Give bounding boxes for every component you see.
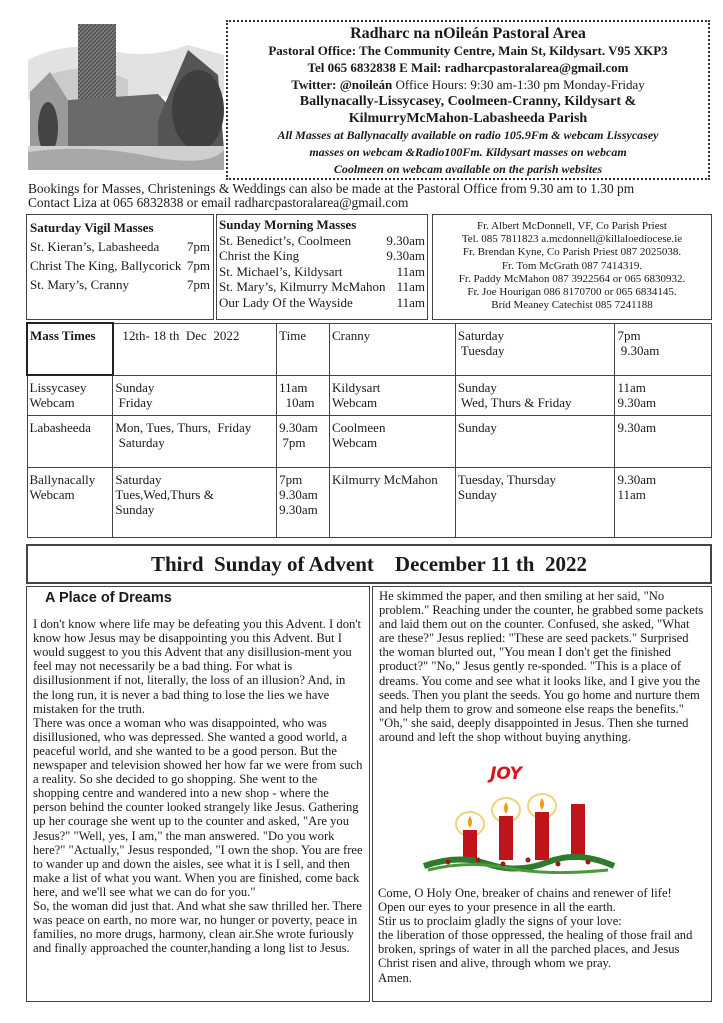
table-cell: Cranny <box>330 323 456 375</box>
prayer-line: Amen. <box>378 970 412 985</box>
table-cell: Tuesday, Thursday Sunday <box>455 467 615 537</box>
advent-wreath-image <box>418 790 618 874</box>
advent-prayer <box>378 886 712 985</box>
holly-garland <box>424 857 614 873</box>
contact-line: Fr. Albert McDonnell, VF, Co Parish Priest <box>477 220 667 232</box>
candle-1-lit <box>456 812 484 860</box>
table-cell: 9.30am 7pm <box>277 415 330 467</box>
contact-line: Fr. Paddy McMahon 087 3922564 or 065 6830932. <box>458 272 686 285</box>
table-row <box>27 375 712 415</box>
broadcast-line-1: All Masses at Ballynacally available on radio 105.9Fm & webcam Lissycasey <box>277 128 659 142</box>
church-name: St. Kieran’s, Labasheeda <box>30 239 160 254</box>
table-cell: Kilmurry McMahon <box>330 467 456 537</box>
prayer-line: Come, O Holy One, breaker of chains and renewer of life! <box>378 886 672 900</box>
table-cell: 11am 10am <box>277 375 330 415</box>
mass-time: 11am <box>396 263 425 279</box>
article-paragraph: There was once a woman who was disappointed, who was disillusioned, who was depressed. She wanted a good world, a peaceful world, and she wanted to be a good person. But the newspaper and television showed her how far we were from such a reality. So she decided to go shopping. She went to the shopping centre and wandered into a new shop - where the person behind the counter looked strangely like Jesus. Gathering up her courage she went up to the counter and asked, "Are you Jesus?" "Well, yes, I am," the man answered. "Do you work here?" "Actually," Jesus responded, "I own the shop. You are free to wander up and down the aisles, see what it is I sell, and then make a list of what you want. When you are finished, come back here, and we'll see what we can do for you." <box>33 715 363 899</box>
pastoral-area-title: Radharc na nOileán Pastoral Area <box>350 25 586 42</box>
parishes-line-1: Ballynacally-Lissycasey, Coolmeen-Cranny, Kildysart & <box>299 94 637 109</box>
broadcast-line-3: Coolmeen on webcam available on the parish websites <box>333 162 603 176</box>
table-cell: Saturday Tuesday <box>455 323 615 375</box>
candle-3-lit <box>528 794 556 860</box>
mass-time: 7pm <box>186 277 210 292</box>
table-cell: Coolmeen Webcam <box>330 415 456 467</box>
office-hours: Office Hours: 9:30 am-1:30 pm Monday-Friday <box>392 77 645 92</box>
mass-time: 9.30am <box>386 248 425 263</box>
twitter-handle: Twitter: @noileán <box>291 77 393 92</box>
mass-time: 11am <box>396 279 425 294</box>
table-cell: 11am 9.30am <box>615 375 712 415</box>
article-left-column <box>26 586 370 1002</box>
table-cell: 9.30am 11am <box>615 467 712 537</box>
joy-label: JOY <box>490 764 522 784</box>
mass-times-table <box>26 322 712 538</box>
candle-4-unlit <box>571 804 585 860</box>
table-cell: Time <box>277 323 330 375</box>
parishes-line-2: KilmurryMcMahon-Labasheeda Parish <box>348 111 588 126</box>
sunday-heading: Sunday Morning Masses <box>219 217 357 232</box>
church-name: St. Michael’s, Kildysart <box>219 263 343 279</box>
tel-email: Tel 065 6832838 E Mail: radharcpastoralarea@gmail.com <box>307 60 629 75</box>
mass-time: 7pm <box>186 239 210 254</box>
sunday-morning-masses <box>216 214 428 320</box>
vigil-heading: Saturday Vigil Masses <box>30 220 154 235</box>
table-cell: Saturday Tues,Wed,Thurs & Sunday <box>113 467 277 537</box>
contact-line: Bríd Meaney Catechist 085 7241188 <box>491 299 653 312</box>
church-name: Our Lady Of the Wayside <box>219 294 353 310</box>
bookings-line-1: Bookings for Masses, Christenings & Weddings can also be made at the Pastoral Office from 9.30 am to 1.30 pm <box>28 181 635 196</box>
clergy-contacts <box>432 214 712 320</box>
table-cell: Mon, Tues, Thurs, Friday Saturday <box>113 415 277 467</box>
contact-line: Fr. Tom McGrath 087 7414319. <box>501 259 643 272</box>
church-name: St. Benedict’s, Coolmeen <box>219 232 352 248</box>
prayer-line: Open our eyes to your presence in all the earth. <box>378 900 616 915</box>
article-paragraph: He skimmed the paper, and then smiling at her said, "No problem." Reaching under the counter, he grabbed some packets and laid them out on the counter. Confused, she asked, "What are these?" Jesus replied: "These are seed packets." Surprised the woman blurted out, "You mean I don't get the finished product?" "No," Jesus gently re-sponded. "This is a place of dreams. You come and see what it looks like, and I give you the seeds. Then you plant the seeds. You go home and nurture them and help them to grow and someone else reaps the benefits." "Oh," she said, deeply disappointed in Jesus. Then she turned around and left the shop without buying anything. <box>379 589 704 744</box>
church-name: St. Mary’s, Kilmurry McMahon <box>219 279 386 294</box>
sunday-item <box>219 295 425 311</box>
broadcast-line-2: masses on webcam &Radio100Fm. Kildysart masses on webcam <box>309 145 627 159</box>
vigil-item <box>30 237 210 256</box>
table-cell: 12th- 18 th Dec 2022 <box>113 323 277 375</box>
candle-2-lit <box>492 798 520 860</box>
table-cell: Ballynacally Webcam <box>27 467 113 537</box>
table-cell: Sunday <box>455 415 615 467</box>
contact-line: Fr. Joe Hourigan 086 8170700 or 065 6834145. <box>467 286 677 299</box>
abbey-sketch-image <box>28 20 224 170</box>
pastoral-area-header <box>226 20 710 180</box>
table-cell: 7pm 9.30am 9.30am <box>277 467 330 537</box>
mass-time: 11am <box>396 294 425 310</box>
contact-line: Fr. Brendan Kyne, Co Parish Priest 087 2025038. <box>462 246 682 259</box>
vigil-item <box>30 256 210 275</box>
article-paragraph: I don't know where life may be defeating you this Advent. I don't know how Jesus may be disappointing you this Advent. But I would suggest to you this Advent that any disillusion-ment you feel may not necessarily be a bad thing. For what is disillusionment if not, literally, the loss of an illusion? And, in the long run, it is never a bad thing to lose the lies we have mistaken for the truth. <box>33 617 362 716</box>
article-paragraph: So, the woman did just that. And what she saw thrilled her. There was peace on earth, no more war, no hunger or poverty, peace in families, no more drugs, harmony, clean air.She wrote furiously and finally approached the counter,handing a long list to Jesus. <box>33 898 362 956</box>
table-cell: Kildysart Webcam <box>330 375 456 415</box>
table-cell: 9.30am <box>615 415 712 467</box>
bookings-line-2: Contact Liza at 065 6832838 or email radharcpastoralarea@gmail.com <box>28 195 409 210</box>
church-name: Christ The King, Ballycorick <box>30 258 182 273</box>
table-cell: Lissycasey Webcam <box>27 375 113 415</box>
table-cell: Sunday Wed, Thurs & Friday <box>455 375 615 415</box>
sunday-item <box>219 233 425 249</box>
sunday-item <box>219 279 425 295</box>
sunday-item <box>219 264 425 280</box>
sunday-title-banner: Third Sunday of Advent December 11 th 2022 <box>26 544 712 584</box>
twitter-hours <box>228 76 708 93</box>
prayer-line: the liberation of those oppressed, the healing of those frail and broken, springs of water in all the parched places, and Jesus Christ risen and alive, through whom we pray. <box>378 928 693 971</box>
table-cell: Sunday Friday <box>113 375 277 415</box>
saturday-vigil-masses <box>26 214 214 320</box>
table-row <box>27 415 712 467</box>
prayer-line: Stir us to proclaim gladly the signs of your love: <box>378 914 622 929</box>
table-row <box>27 323 712 375</box>
sunday-item <box>219 248 425 264</box>
mass-time: 7pm <box>186 258 210 273</box>
mass-time: 9.30am <box>386 232 425 248</box>
table-cell: 7pm 9.30am <box>615 323 712 375</box>
article-heading: A Place of Dreams <box>45 590 172 606</box>
table-cell: Mass Times <box>27 323 113 375</box>
contact-line: Tel. 085 7811823 a.mcdonnell@killaloediocese.ie <box>461 233 683 246</box>
vigil-item <box>30 275 210 294</box>
church-name: Christ the King <box>219 248 300 263</box>
bookings-info <box>28 182 718 210</box>
office-address: Pastoral Office: The Community Centre, Main St, Kildysart. V95 XKP3 <box>268 43 668 58</box>
church-name: St. Mary’s, Cranny <box>30 277 129 292</box>
table-cell: Labasheeda <box>27 415 113 467</box>
table-row <box>27 467 712 537</box>
